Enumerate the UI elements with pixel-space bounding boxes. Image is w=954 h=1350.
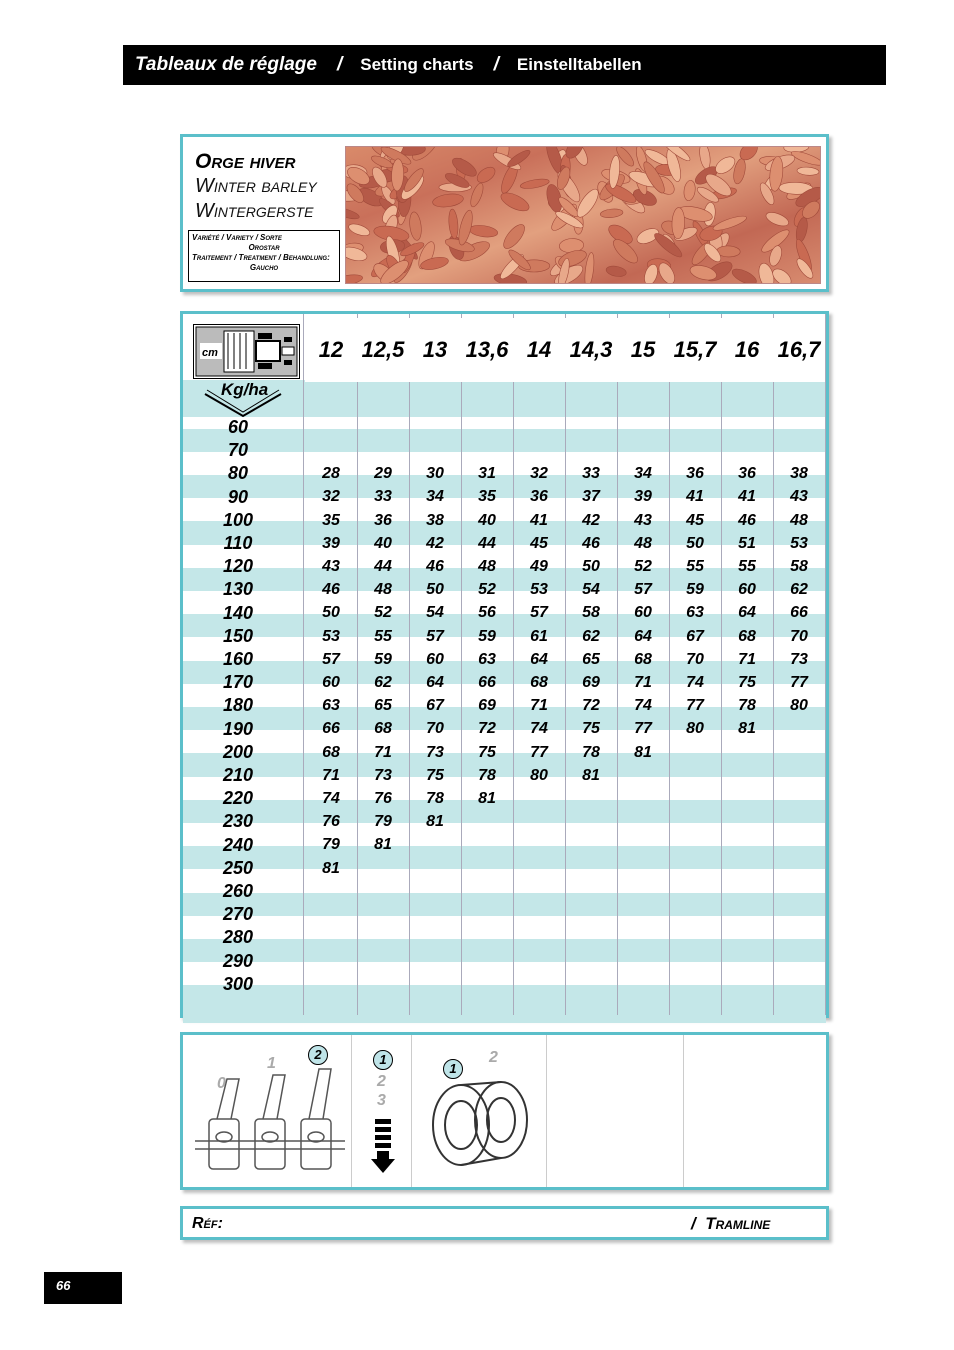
table-cell: 52: [634, 558, 652, 575]
table-cell: 78: [426, 790, 444, 807]
table-cell: 57: [426, 627, 444, 645]
table-cell: 53: [530, 581, 548, 599]
table-cell: 64: [738, 604, 756, 622]
down-chevron-icon: [203, 380, 283, 420]
table-cell: 43: [634, 511, 652, 529]
table-row-stripe: [183, 939, 826, 962]
table-cell: 60: [738, 581, 756, 599]
table-cell: 71: [374, 743, 392, 761]
setup-divider: [411, 1035, 412, 1187]
table-cell: 63: [322, 697, 340, 715]
barley-grain: [698, 147, 712, 170]
table-cell: 68: [738, 627, 756, 645]
table-cell: 64: [530, 650, 548, 668]
table-cell: 70: [790, 627, 808, 645]
table-row-stripe: [183, 429, 826, 452]
table-cell: 32: [530, 465, 548, 483]
table-cell: 73: [374, 766, 392, 784]
table-cell: 35: [478, 488, 496, 506]
table-cell: 58: [790, 558, 808, 575]
table-cell: 68: [322, 743, 340, 761]
barley-grain: [432, 192, 464, 209]
table-cell: 81: [634, 743, 652, 761]
table-cell: 64: [426, 674, 444, 691]
crop-title-panel: [180, 134, 829, 292]
variety-label: Variété / Variety / Sorte: [192, 233, 282, 242]
header-title-en: Setting charts: [360, 55, 474, 74]
table-cell: 29: [374, 465, 392, 483]
table-cell: 74: [686, 674, 704, 691]
flap-position-0: 0: [217, 1075, 226, 1092]
table-cell: 80: [790, 697, 808, 715]
rate-label: 170: [222, 672, 254, 693]
column-header-width: 13: [409, 318, 461, 382]
table-cell: 61: [530, 627, 548, 645]
column-header-width: 13,6: [461, 318, 513, 382]
table-cell: 34: [426, 488, 444, 506]
rate-label: 230: [222, 811, 254, 832]
gearbox-step-2: 2: [377, 1073, 386, 1090]
row-width-cm-icon: [193, 324, 300, 379]
table-cell: 36: [374, 511, 392, 529]
table-cell: 79: [322, 836, 340, 854]
barley-grain: [346, 205, 360, 221]
table-cell: 66: [322, 720, 340, 738]
table-cell: 74: [322, 790, 340, 807]
table-cell: 59: [374, 650, 392, 668]
table-cell: 43: [790, 488, 808, 506]
table-cell: 80: [530, 766, 548, 784]
column-divider: [303, 314, 304, 1015]
table-cell: 76: [322, 813, 340, 831]
rate-label: 210: [222, 765, 254, 785]
rate-label: 150: [222, 625, 254, 646]
table-cell: 60: [426, 650, 444, 668]
barley-grain: [797, 166, 820, 176]
table-cell: 35: [322, 511, 340, 529]
table-cell: 66: [790, 604, 808, 622]
header-title-de: Einstelltabellen: [516, 55, 642, 74]
table-cell: 48: [790, 511, 808, 529]
table-cell: 51: [738, 534, 756, 552]
header-title-fr: Tableaux de réglage: [135, 54, 317, 75]
table-cell: 46: [738, 511, 756, 529]
table-cell: 48: [478, 558, 496, 575]
ref-label: Réf:: [192, 1215, 223, 1232]
table-cell: 72: [478, 720, 496, 738]
table-cell: 44: [374, 558, 392, 575]
column-header-width: 16,7: [773, 318, 825, 382]
flap-position-1: 1: [267, 1055, 276, 1072]
table-cell: 54: [582, 581, 600, 599]
table-cell: 64: [634, 627, 652, 645]
tramline-text: Tramline: [705, 1214, 771, 1233]
tramline-label: [691, 1214, 770, 1234]
table-cell: 69: [582, 674, 600, 691]
barley-grain: [448, 209, 459, 239]
rate-label: 90: [227, 486, 249, 507]
table-cell: 57: [322, 650, 340, 668]
barley-grain: [500, 221, 528, 252]
table-cell: 71: [634, 674, 652, 691]
table-cell: 77: [790, 674, 808, 691]
table-cell: 77: [634, 720, 652, 738]
variety-box: [188, 230, 340, 282]
table-cell: 42: [426, 534, 444, 552]
gearbox-arrow-icon: [369, 1117, 399, 1177]
table-cell: 41: [738, 488, 756, 506]
table-cell: 32: [322, 488, 340, 506]
table-cell: 41: [686, 488, 704, 506]
table-cell: 42: [582, 511, 600, 529]
table-cell: 80: [686, 720, 704, 738]
table-cell: 62: [374, 674, 392, 691]
treatment-value: Gaucho: [249, 263, 279, 272]
table-cell: 81: [582, 766, 600, 784]
header-separator: /: [336, 54, 343, 75]
table-cell: 40: [478, 511, 496, 529]
column-header-width: 14,3: [565, 318, 617, 382]
table-cell: 81: [426, 813, 444, 831]
table-cell: 33: [582, 465, 600, 483]
table-cell: 57: [530, 604, 548, 622]
column-header-width: 14: [513, 318, 565, 382]
seed-wheel-diagram-icon: [421, 1075, 541, 1175]
column-header-width: 16: [721, 318, 773, 382]
table-cell: 76: [374, 790, 392, 807]
barley-grain: [408, 211, 423, 241]
table-cell: 43: [322, 558, 340, 575]
table-cell: 67: [426, 697, 444, 715]
table-row-stripe: [183, 1003, 826, 1023]
table-cell: 53: [790, 534, 808, 552]
table-cell: 60: [634, 604, 652, 622]
table-cell: 50: [686, 534, 704, 552]
table-cell: 73: [426, 743, 444, 761]
barley-grain: [468, 224, 498, 239]
table-cell: 65: [374, 697, 392, 715]
rate-label: 220: [222, 788, 254, 809]
table-cell: 67: [686, 627, 704, 645]
table-cell: 49: [530, 558, 548, 575]
table-cell: 81: [322, 859, 340, 877]
table-cell: 48: [374, 581, 392, 599]
rate-label: 160: [222, 649, 254, 669]
table-cell: 45: [530, 534, 548, 552]
table-cell: 77: [530, 743, 548, 761]
crop-name-en: Winter barley: [195, 175, 317, 197]
column-header-width: 12: [305, 318, 357, 382]
table-cell: 70: [686, 650, 704, 668]
page-number: 66: [44, 1272, 122, 1304]
table-cell: 44: [478, 534, 496, 552]
barley-grain: [683, 180, 697, 202]
table-cell: 53: [322, 627, 340, 645]
table-cell: 78: [738, 697, 756, 715]
table-cell: 33: [374, 488, 392, 506]
page-header: [123, 45, 886, 85]
rate-label: 100: [222, 509, 254, 530]
table-cell: 72: [582, 697, 600, 715]
table-cell: 75: [426, 766, 444, 784]
setting-table-panel: [180, 311, 829, 1018]
table-cell: 59: [686, 581, 704, 599]
header-separator: /: [493, 54, 499, 75]
table-cell: 71: [322, 766, 340, 784]
table-cell: 52: [374, 604, 392, 622]
rate-label: 70: [227, 440, 249, 461]
column-header-width: 12,5: [357, 318, 409, 382]
table-cell: 78: [582, 743, 600, 761]
rate-label: 130: [222, 579, 254, 600]
table-cell: 38: [790, 465, 808, 483]
flap-position-2-selected: 2: [308, 1045, 328, 1065]
rate-label: 290: [222, 950, 254, 971]
rate-label: 60: [227, 417, 249, 437]
table-cell: 38: [426, 511, 444, 529]
table-cell: 28: [322, 465, 340, 483]
table-cell: 46: [582, 534, 600, 552]
table-cell: 56: [478, 604, 496, 622]
grain-pattern: [346, 147, 820, 283]
column-divider: [825, 314, 826, 1015]
table-cell: 66: [478, 674, 496, 691]
table-cell: 68: [530, 674, 548, 691]
variety-value: Orostar: [248, 243, 280, 252]
table-cell: 41: [530, 511, 548, 529]
reference-panel: [180, 1206, 829, 1240]
column-header-width: 15,7: [669, 318, 721, 382]
gearbox-step-3: 3: [377, 1092, 386, 1109]
table-cell: 81: [738, 720, 756, 738]
table-cell: 34: [634, 465, 652, 483]
barley-grain: [712, 213, 748, 233]
setup-panel: [180, 1032, 829, 1190]
barley-grains-image: [346, 147, 820, 283]
table-cell: 60: [322, 674, 340, 691]
wheel-option-1-selected: 1: [443, 1059, 463, 1079]
table-cell: 78: [478, 766, 496, 784]
table-cell: 74: [530, 720, 548, 738]
setup-divider: [351, 1035, 352, 1187]
table-cell: 77: [686, 697, 704, 715]
table-cell: 70: [426, 720, 444, 738]
barley-grain: [347, 221, 371, 238]
table-cell: 55: [374, 627, 392, 645]
tramline-separator: /: [691, 1214, 696, 1233]
tractor-width-icon: [194, 325, 299, 378]
table-cell: 40: [374, 534, 392, 552]
rate-label: 200: [222, 741, 254, 762]
crop-name-fr: Orge hiver: [195, 150, 296, 173]
table-cell: 39: [634, 488, 652, 506]
rate-label: 300: [222, 973, 254, 994]
table-cell: 46: [322, 581, 340, 599]
table-cell: 46: [426, 558, 444, 575]
table-cell: 59: [478, 627, 496, 645]
table-cell: 68: [634, 650, 652, 668]
table-cell: 65: [582, 650, 600, 668]
table-cell: 81: [478, 790, 496, 807]
rate-label: 140: [222, 602, 254, 623]
table-cell: 50: [322, 604, 340, 622]
table-cell: 36: [738, 465, 756, 483]
barley-grains-photo: [345, 146, 821, 284]
setup-divider: [546, 1035, 547, 1187]
table-cell: 69: [478, 697, 496, 715]
table-cell: 50: [426, 581, 444, 599]
setup-divider: [683, 1035, 684, 1187]
table-cell: 75: [738, 674, 756, 691]
table-cell: 37: [582, 488, 600, 506]
crop-name-de: Wintergerste: [195, 200, 314, 222]
rate-unit: Kg/ha: [221, 380, 269, 399]
table-cell: 74: [634, 697, 652, 715]
barley-grain: [520, 177, 550, 190]
table-cell: 36: [686, 465, 704, 483]
table-cell: 57: [634, 581, 652, 599]
table-cell: 50: [582, 558, 600, 575]
table-cell: 62: [582, 627, 600, 645]
gearbox-step-1-selected: 1: [373, 1050, 393, 1070]
table-cell: 54: [426, 604, 444, 622]
table-cell: 79: [374, 813, 392, 831]
table-cell: 58: [582, 604, 600, 622]
rate-label: 190: [222, 718, 254, 739]
barley-grain: [605, 265, 627, 279]
rate-label: 120: [222, 556, 254, 577]
table-cell: 71: [738, 650, 756, 668]
table-cell: 75: [478, 743, 496, 761]
barley-grain: [600, 208, 624, 219]
table-cell: 55: [738, 558, 756, 575]
rate-label: 240: [222, 834, 254, 855]
table-cell: 63: [686, 604, 704, 622]
rate-label: 260: [222, 881, 254, 901]
table-cell: 55: [686, 558, 704, 575]
barley-grain: [346, 273, 363, 283]
rate-label: 270: [222, 904, 254, 925]
table-cell: 62: [790, 581, 808, 599]
table-cell: 48: [634, 534, 652, 552]
rate-label: 250: [222, 857, 254, 878]
table-cell: 36: [530, 488, 548, 506]
table-cell: 45: [686, 511, 704, 529]
table-cell: 39: [322, 534, 340, 552]
table-cell: 73: [790, 650, 808, 668]
table-row-stripe: [183, 846, 826, 869]
table-row-stripe: [183, 893, 826, 916]
width-unit-label: cm: [202, 347, 218, 359]
column-header-width: 15: [617, 318, 669, 382]
kg-per-ha-label: [203, 380, 283, 420]
table-cell: 71: [530, 697, 548, 715]
table-cell: 75: [582, 720, 600, 738]
barley-grain: [730, 266, 759, 283]
barley-grain: [474, 164, 497, 186]
table-cell: 30: [426, 465, 444, 483]
table-cell: 81: [374, 836, 392, 854]
rate-label: 110: [223, 533, 253, 553]
barley-grain: [764, 210, 790, 229]
wheel-option-2: 2: [489, 1049, 498, 1066]
table-cell: 31: [478, 465, 496, 483]
rate-label: 280: [222, 927, 254, 948]
table-cell: 63: [478, 650, 496, 668]
rate-label: 180: [222, 695, 254, 716]
treatment-label: Traitement / Treatment / Behandlung:: [192, 253, 330, 262]
table-cell: 52: [478, 581, 496, 599]
table-cell: 68: [374, 720, 392, 738]
rate-label: 80: [227, 463, 249, 484]
crop-names: [195, 149, 317, 224]
